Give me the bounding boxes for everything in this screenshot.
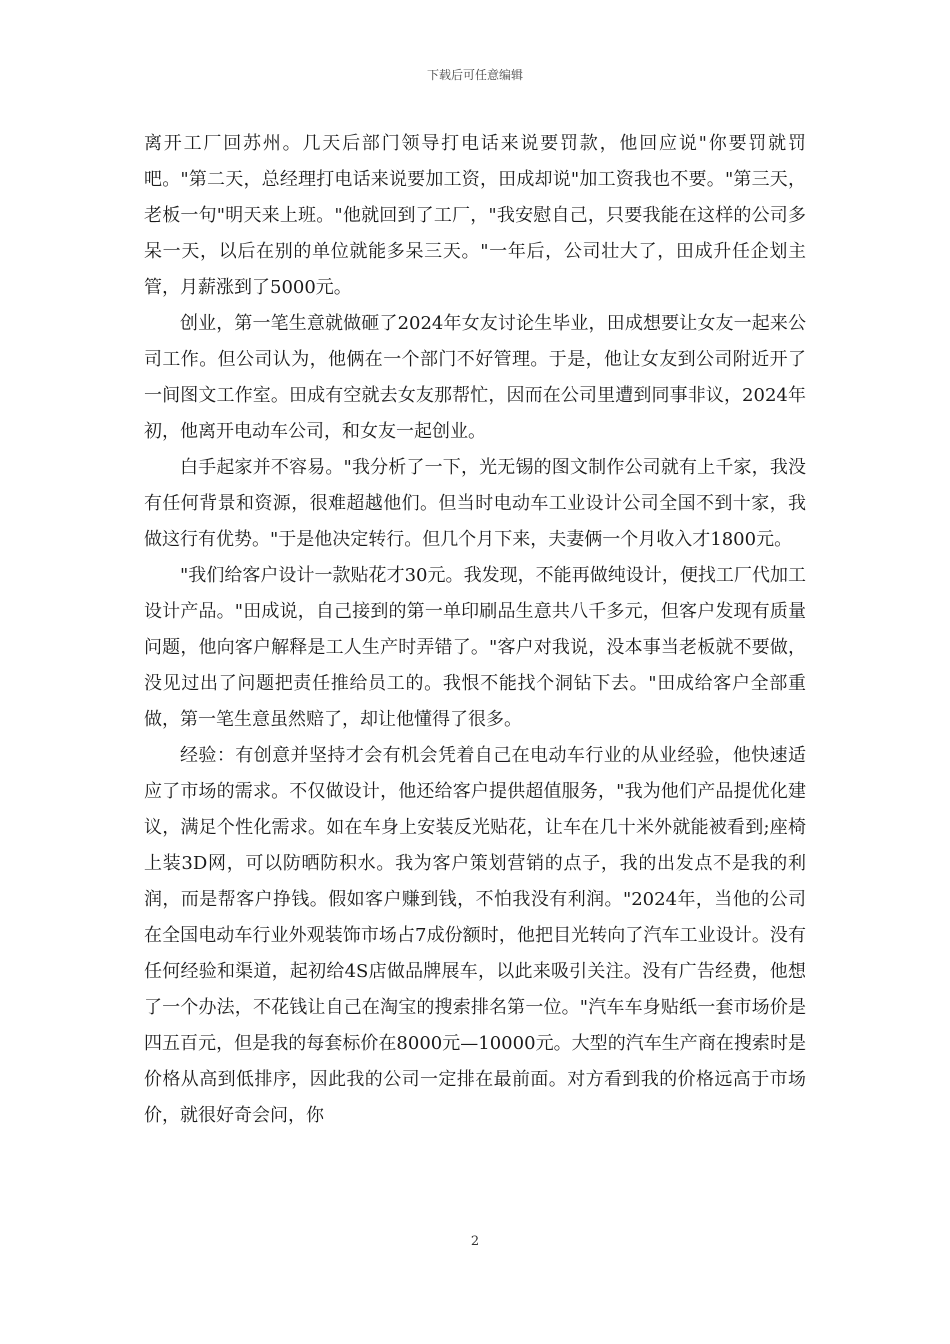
paragraph: 白手起家并不容易。"我分析了一下，光无锡的图文制作公司就有上千家，我没有任何背景和资源，很难超越他们。但当时电动车工业设计公司全国不到十家，我做这行有优势。"于是他决定转行。但几个月下来，夫妻俩一个月收入才1800元。 bbox=[144, 457, 806, 550]
paragraph: "我们给客户设计一款贴花才30元。我发现，不能再做纯设计，便找工厂代加工设计产品。"田成说，自己接到的第一单印刷品生意共八千多元，但客户发现有质量问题，他向客户解释是工人生产时弄错了。"客户对我说，没本事当老板就不要做，没见过出了问题把责任推给员工的。我恨不能找个洞钻下去。"田成给客户全部重做，第一笔生意虽然赔了，却让他懂得了很多。 bbox=[144, 565, 806, 730]
page-header: 下载后可任意编辑 bbox=[426, 68, 523, 82]
document-body bbox=[144, 126, 806, 1134]
paragraph-continuation: 离开工厂回苏州。几天后部门领导打电话来说要罚款，他回应说"你要罚就罚吧。"第二天，总经理打电话来说要加工资，田成却说"加工资我也不要。"第三天，老板一句"明天来上班。"他就回到了工厂，"我安慰自己，只要我能在这样的公司多呆一天，以后在别的单位就能多呆三天。"一年后，公司壮大了，田成升任企划主管，月薪涨到了5000元。 bbox=[144, 133, 806, 298]
paragraph: 创业，第一笔生意就做砸了2024年女友讨论生毕业，田成想要让女友一起来公司工作。但公司认为，他俩在一个部门不好管理。于是，他让女友到公司附近开了一间图文工作室。田成有空就去女友那帮忙，因而在公司里遭到同事非议，2024年初，他离开电动车公司，和女友一起创业。 bbox=[144, 313, 806, 442]
paragraph: 经验：有创意并坚持才会有机会凭着自己在电动车行业的从业经验，他快速适应了市场的需求。不仅做设计，他还给客户提供超值服务，"我为他们产品提优化建议，满足个性化需求。如在车身上安装反光贴花，让车在几十米外就能被看到;座椅上装3D网，可以防晒防积水。我为客户策划营销的点子，我的出发点不是我的利润，而是帮客户挣钱。假如客户赚到钱，不怕我没有利润。"2024年，当他的公司在全国电动车行业外观装饰市场占7成份额时，他把目光转向了汽车工业设计。没有任何经验和渠道，起初给4S店做品牌展车，以此来吸引关注。没有广告经费，他想了一个办法，不花钱让自己在淘宝的搜索排名第一位。"汽车车身贴纸一套市场价是四五百元，但是我的每套标价在8000元—10000元。大型的汽车生产商在搜索时是价格从高到低排序，因此我的公司一定排在最前面。对方看到我的价格远高于市场价，就很好奇会问，你 bbox=[144, 745, 806, 1126]
page-number: 2 bbox=[470, 1234, 480, 1249]
